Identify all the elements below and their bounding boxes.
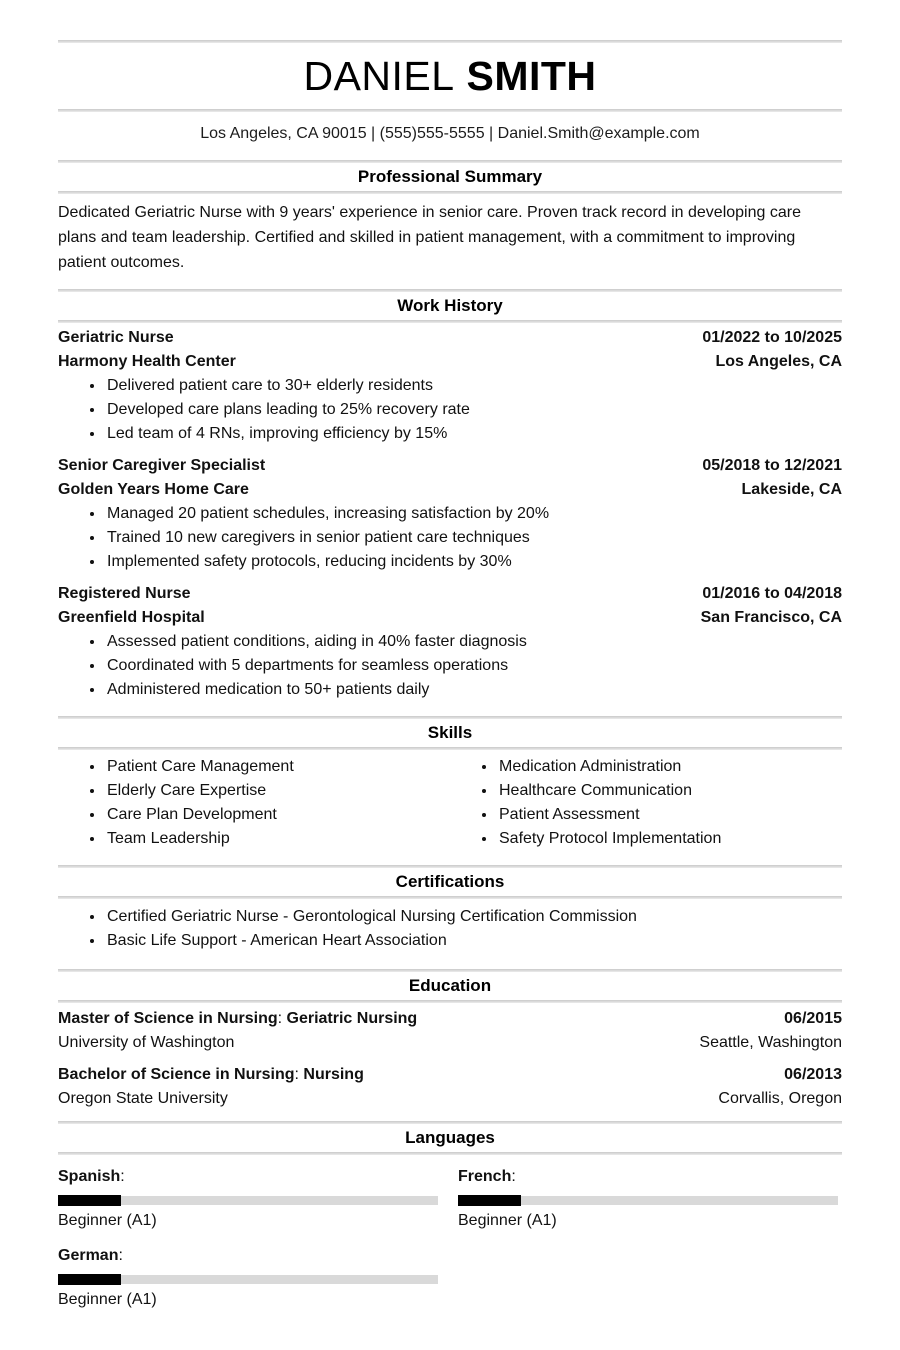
- bullet-item: • Assessed patient conditions, aiding in 40% faster diagnosis: [105, 630, 842, 654]
- language-name-text: German: [58, 1247, 119, 1264]
- education-degree-row: [58, 1063, 842, 1087]
- degree-field: Geriatric Nursing: [286, 1010, 418, 1027]
- language-name-text: Spanish: [58, 1168, 121, 1185]
- education-entry: [58, 1007, 842, 1055]
- divider: [58, 1000, 842, 1003]
- skills-list-right: [450, 755, 842, 851]
- section-title-summary: Professional Summary: [357, 167, 543, 186]
- divider: [58, 40, 842, 43]
- skill-item: • Patient Care Management: [105, 755, 450, 779]
- divider: [58, 191, 842, 194]
- skill-item: • Patient Assessment: [497, 803, 842, 827]
- job-entry: [58, 582, 842, 702]
- education-school-row: [58, 1031, 842, 1055]
- candidate-last-name: SMITH: [466, 53, 597, 99]
- job-role: Senior Caregiver Specialist: [58, 457, 266, 474]
- language-level: Beginner (A1): [58, 1291, 157, 1308]
- graduation-date: 06/2013: [784, 1066, 842, 1083]
- skill-item: • Safety Protocol Implementation: [497, 827, 842, 851]
- bullet-item: • Managed 20 patient schedules, increasing satisfaction by 20%: [105, 502, 842, 526]
- job-role: Geriatric Nurse: [58, 329, 174, 346]
- section-title-languages: Languages: [405, 1128, 495, 1147]
- school-name: University of Washington: [58, 1034, 235, 1051]
- job-head-row: [58, 478, 842, 502]
- divider: [58, 1121, 842, 1124]
- section-title-education: Education: [408, 976, 492, 995]
- divider: [58, 716, 842, 719]
- candidate-first-name: DANIEL: [303, 53, 455, 99]
- job-bullet-list: [58, 630, 842, 702]
- skills-list-left: [58, 755, 450, 851]
- section-title-certifications: Certifications: [395, 872, 505, 891]
- divider: [58, 747, 842, 750]
- job-location: San Francisco, CA: [700, 609, 842, 626]
- section-title-skills: Skills: [427, 723, 473, 742]
- degree-field: Nursing: [303, 1066, 364, 1083]
- job-entry: [58, 326, 842, 446]
- language-separator: :: [511, 1168, 516, 1185]
- language-name: [58, 1244, 438, 1268]
- degree-separator: :: [294, 1066, 304, 1083]
- job-dates: 01/2022 to 10/2025: [702, 329, 842, 346]
- bullet-item: • Trained 10 new caregivers in senior patient care techniques: [105, 526, 842, 550]
- job-location: Lakeside, CA: [741, 481, 842, 498]
- contact-line: Los Angeles, CA 90015 | (555)555-5555 | Daniel.Smith@example.com: [200, 125, 700, 142]
- divider: [58, 160, 842, 163]
- divider: [58, 1152, 842, 1155]
- graduation-date: 06/2015: [784, 1010, 842, 1027]
- bullet-item: • Implemented safety protocols, reducing incidents by 30%: [105, 550, 842, 574]
- school-location: Seattle, Washington: [699, 1034, 842, 1051]
- job-role: Registered Nurse: [58, 585, 191, 602]
- education-school-row: [58, 1087, 842, 1111]
- divider: [58, 896, 842, 899]
- language-level: Beginner (A1): [458, 1212, 557, 1229]
- education-degree-row: [58, 1007, 842, 1031]
- job-entry: [58, 454, 842, 574]
- divider: [58, 320, 842, 323]
- job-dates: 01/2016 to 04/2018: [702, 585, 842, 602]
- bullet-item: • Led team of 4 RNs, improving efficiency by 15%: [105, 422, 842, 446]
- skill-item: • Healthcare Communication: [497, 779, 842, 803]
- bullet-item: • Delivered patient care to 30+ elderly residents: [105, 374, 842, 398]
- certifications-block: [58, 905, 842, 953]
- language-progress-track: [58, 1275, 438, 1284]
- job-head-row: [58, 606, 842, 630]
- skill-item: • Care Plan Development: [105, 803, 450, 827]
- education-entry: [58, 1063, 842, 1111]
- skill-item: • Team Leadership: [105, 827, 450, 851]
- job-head-row: [58, 582, 842, 606]
- language-progress-fill: [58, 1274, 121, 1285]
- bullet-item: • Coordinated with 5 departments for seamless operations: [105, 654, 842, 678]
- divider: [58, 109, 842, 112]
- divider: [58, 865, 842, 868]
- job-bullet-list: [58, 374, 842, 446]
- degree-separator: :: [277, 1010, 287, 1027]
- skill-item: • Elderly Care Expertise: [105, 779, 450, 803]
- language-item: [458, 1165, 838, 1232]
- language-progress-track: [58, 1196, 438, 1205]
- job-employer: Golden Years Home Care: [58, 481, 249, 498]
- degree-name: Master of Science in Nursing: [58, 1010, 278, 1027]
- divider: [58, 969, 842, 972]
- language-name: [458, 1165, 838, 1189]
- language-name-text: French: [458, 1168, 512, 1185]
- languages-grid: [58, 1165, 842, 1323]
- job-location: Los Angeles, CA: [715, 353, 842, 370]
- language-progress-fill: [458, 1195, 521, 1206]
- language-item: [58, 1244, 438, 1311]
- certification-item: • Certified Geriatric Nurse - Gerontological Nursing Certification Commission: [105, 905, 842, 929]
- school-location: Corvallis, Oregon: [718, 1090, 842, 1107]
- certification-list: [58, 905, 842, 953]
- summary-text: Dedicated Geriatric Nurse with 9 years' experience in senior care. Proven track record in developing care plans and team leadership. Certified and skilled in patient management, with a commitment to improving patient outcomes.: [58, 204, 801, 271]
- language-item: [58, 1165, 438, 1232]
- job-bullet-list: [58, 502, 842, 574]
- language-level: Beginner (A1): [58, 1212, 157, 1229]
- skill-item: • Medication Administration: [497, 755, 842, 779]
- job-head-row: [58, 326, 842, 350]
- language-name: [58, 1165, 438, 1189]
- degree-title: [58, 1063, 364, 1087]
- skills-columns: [58, 755, 842, 851]
- job-dates: 05/2018 to 12/2021: [702, 457, 842, 474]
- job-employer: Harmony Health Center: [58, 353, 236, 370]
- job-head-row: [58, 350, 842, 374]
- certification-item: • Basic Life Support - American Heart Association: [105, 929, 842, 953]
- language-progress-track: [458, 1196, 838, 1205]
- language-separator: :: [118, 1247, 123, 1264]
- bullet-item: • Developed care plans leading to 25% recovery rate: [105, 398, 842, 422]
- divider: [58, 289, 842, 292]
- education-block: [58, 1007, 842, 1111]
- language-progress-fill: [58, 1195, 121, 1206]
- language-separator: :: [120, 1168, 125, 1185]
- degree-title: [58, 1007, 417, 1031]
- school-name: Oregon State University: [58, 1090, 228, 1107]
- candidate-name: [58, 50, 842, 102]
- bullet-item: • Administered medication to 50+ patients daily: [105, 678, 842, 702]
- job-head-row: [58, 454, 842, 478]
- section-title-work-history: Work History: [397, 296, 503, 315]
- degree-name: Bachelor of Science in Nursing: [58, 1066, 295, 1083]
- job-employer: Greenfield Hospital: [58, 609, 205, 626]
